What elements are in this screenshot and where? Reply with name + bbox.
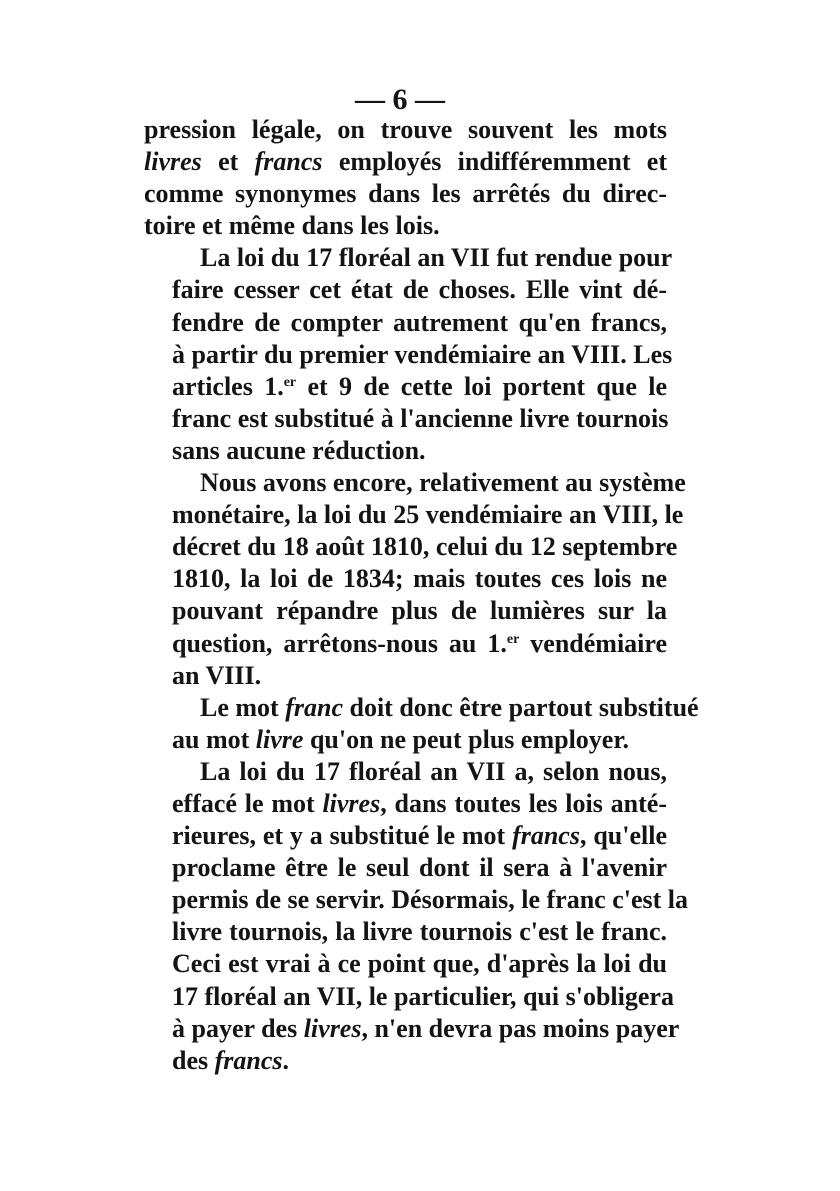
text-line: livres et francs employés indifféremment et [144,147,668,177]
italic-term: franc [285,692,343,722]
text-line: 17 floréal an VII, le particulier, qui s'obligera [172,981,674,1011]
text-line: 1810, la loi de 1834; mais toutes ces lois ne [172,564,667,594]
text-line: à partir du premier vendémiaire an VIII. Les [172,339,673,369]
paragraph-2 [144,242,673,467]
page-number: — 6 — [355,83,445,116]
italic-term: livres [144,147,202,177]
italic-term: francs [512,821,580,851]
text-line: toire et même dans les lois. [144,211,440,241]
italic-term: francs [214,1045,283,1075]
text-line: fendre de compter autrement qu'en francs, [172,307,667,337]
text-line: au mot livre qu'on ne peut plus employer. [172,724,629,754]
text-line: rieures, et y a substitué le mot francs, qu'elle [172,821,668,851]
text-line: livre tournois, la livre tournois c'est le franc. [172,917,667,947]
text-line: comme synonymes dans les arrêtés du direc- [144,179,667,209]
text-line: décret du 18 août 1810, celui du 12 septembre [172,532,678,562]
text-line: monétaire, la loi du 25 vendémiaire an VIII, le [172,500,684,530]
italic-term: francs [254,147,323,177]
paragraph-4 [144,692,699,756]
paragraph-1 [144,114,667,242]
text-line: à payer des livres, n'en devra pas moins payer [172,1013,680,1043]
text-line: proclame être le seul dont il sera à l'avenir [172,853,667,883]
text-line: effacé le mot livres, dans toutes les lois anté- [172,788,667,818]
italic-term: livres [322,788,381,818]
text-line: Nous avons encore, relativement au système [200,468,686,498]
text-line: sans aucune réduction. [172,435,426,465]
paragraph-5 [144,756,689,1077]
text-line: pouvant répandre plus de lumières sur la [172,596,667,626]
text-line: question, arrêtons-nous au 1.$^{er}$ vendémiaire [172,628,668,658]
paragraph-3 [144,467,686,692]
text-line: La loi du 17 floréal an VII a, selon nous, [200,756,667,786]
italic-term: livre [255,724,304,754]
text-line: permis de se servir. Désormais, le franc c'est la [172,885,689,915]
text-line: an VIII. [172,660,262,690]
text-line: franc est substitué à l'ancienne livre tournois [172,403,669,433]
italic-term: livres [303,1013,362,1043]
text-line: La loi du 17 floréal an VII fut rendue pour [200,243,673,273]
superscript: er [506,631,520,647]
text-line: pression légale, on trouve souvent les mots [144,115,667,144]
text-line: Ceci est vrai à ce point que, d'après la loi du [172,949,667,979]
text-line: Le mot franc doit donc être partout substitué [200,692,699,722]
text-line: des francs. [172,1045,290,1075]
body-text [144,114,699,1077]
text-line: articles 1.$^{er}$ et 9 de cette loi portent que le [172,371,667,401]
text-line: faire cesser cet état de choses. Elle vint dé- [172,275,667,305]
superscript: er [283,374,297,390]
